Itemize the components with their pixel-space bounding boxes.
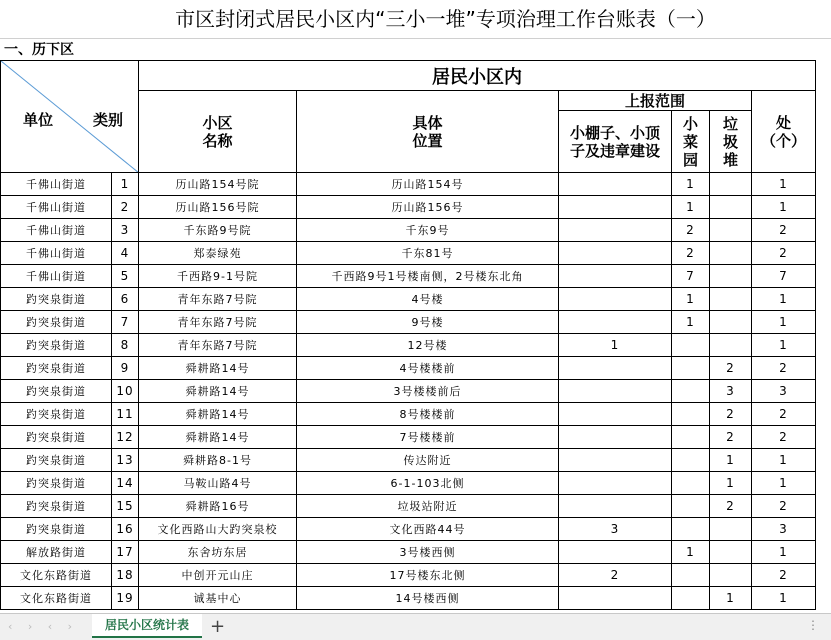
- cell-number[interactable]: 1: [112, 173, 139, 196]
- cell-shed[interactable]: [559, 541, 672, 564]
- cell-number[interactable]: 17: [112, 541, 139, 564]
- header-shed[interactable]: 小棚子、小顶 子及违章建设: [559, 111, 672, 173]
- cell-total[interactable]: 1: [752, 173, 816, 196]
- cell-street[interactable]: 趵突泉街道: [1, 334, 112, 357]
- cell-shed[interactable]: 3: [559, 518, 672, 541]
- table-row: [1, 518, 816, 541]
- cell-location[interactable]: 历山路154号: [297, 173, 559, 196]
- cell-garden[interactable]: 1: [672, 541, 710, 564]
- cell-number[interactable]: 13: [112, 449, 139, 472]
- header-group[interactable]: 居民小区内: [139, 61, 816, 91]
- cell-total[interactable]: 1: [752, 311, 816, 334]
- cell-total[interactable]: 3: [752, 518, 816, 541]
- cell-garden[interactable]: 2: [672, 242, 710, 265]
- cell-shed[interactable]: [559, 426, 672, 449]
- cell-shed[interactable]: [559, 403, 672, 426]
- cell-shed[interactable]: [559, 288, 672, 311]
- table-row: [1, 449, 816, 472]
- cell-location[interactable]: 17号楼东北侧: [297, 564, 559, 587]
- cell-garden[interactable]: [672, 357, 710, 380]
- cell-number[interactable]: 11: [112, 403, 139, 426]
- cell-street[interactable]: 文化东路街道: [1, 587, 112, 610]
- cell-garbage[interactable]: [710, 288, 752, 311]
- table-row: [1, 587, 816, 610]
- table-row: [1, 357, 816, 380]
- divider: [0, 38, 831, 39]
- table-row: [1, 380, 816, 403]
- cell-name[interactable]: 舜耕路14号: [139, 403, 297, 426]
- cell-garden[interactable]: 1: [672, 288, 710, 311]
- cell-name[interactable]: 千西路9-1号院: [139, 265, 297, 288]
- table-row: [1, 242, 816, 265]
- cell-garbage[interactable]: [710, 334, 752, 357]
- cell-location[interactable]: 千西路9号1号楼南侧，2号楼东北角: [297, 265, 559, 288]
- cell-number[interactable]: 10: [112, 380, 139, 403]
- cell-number[interactable]: 12: [112, 426, 139, 449]
- cell-street[interactable]: 文化东路街道: [1, 564, 112, 587]
- cell-total[interactable]: 1: [752, 587, 816, 610]
- header-scope[interactable]: 上报范围: [559, 91, 752, 111]
- cell-garden[interactable]: [672, 380, 710, 403]
- cell-garbage[interactable]: [710, 518, 752, 541]
- cell-location[interactable]: 3号楼楼前后: [297, 380, 559, 403]
- cell-name[interactable]: 诚基中心: [139, 587, 297, 610]
- cell-shed[interactable]: [559, 219, 672, 242]
- cell-shed[interactable]: [559, 265, 672, 288]
- cell-garden[interactable]: [672, 334, 710, 357]
- cell-shed[interactable]: [559, 380, 672, 403]
- cell-total[interactable]: 1: [752, 334, 816, 357]
- cell-name[interactable]: 青年东路7号院: [139, 288, 297, 311]
- cell-location[interactable]: 4号楼楼前: [297, 357, 559, 380]
- cell-garden[interactable]: [672, 495, 710, 518]
- cell-street[interactable]: 趵突泉街道: [1, 472, 112, 495]
- cell-total[interactable]: 2: [752, 564, 816, 587]
- cell-street[interactable]: 千佛山街道: [1, 242, 112, 265]
- cell-name[interactable]: 青年东路7号院: [139, 311, 297, 334]
- add-sheet-icon[interactable]: +: [210, 616, 226, 637]
- cell-street[interactable]: 趵突泉街道: [1, 311, 112, 334]
- cell-street[interactable]: 趵突泉街道: [1, 357, 112, 380]
- more-options-icon[interactable]: ⋮: [807, 618, 819, 632]
- cell-street[interactable]: 千佛山街道: [1, 219, 112, 242]
- header-location[interactable]: 具体 位置: [297, 91, 559, 173]
- cell-number[interactable]: 14: [112, 472, 139, 495]
- cell-name[interactable]: 文化西路山大趵突泉校: [139, 518, 297, 541]
- cell-number[interactable]: 6: [112, 288, 139, 311]
- cell-name[interactable]: 历山路154号院: [139, 173, 297, 196]
- cell-name[interactable]: 千东路9号院: [139, 219, 297, 242]
- cell-name[interactable]: 青年东路7号院: [139, 334, 297, 357]
- table-row: [1, 495, 816, 518]
- cell-total[interactable]: 2: [752, 495, 816, 518]
- cell-number[interactable]: 4: [112, 242, 139, 265]
- cell-garbage[interactable]: [710, 564, 752, 587]
- cell-street[interactable]: 趵突泉街道: [1, 449, 112, 472]
- cell-street[interactable]: 趵突泉街道: [1, 495, 112, 518]
- cell-street[interactable]: 趵突泉街道: [1, 426, 112, 449]
- cell-number[interactable]: 3: [112, 219, 139, 242]
- table-row: [1, 403, 816, 426]
- cell-garden[interactable]: [672, 449, 710, 472]
- cell-garden[interactable]: 7: [672, 265, 710, 288]
- cell-street[interactable]: 趵突泉街道: [1, 380, 112, 403]
- cell-location[interactable]: 4号楼: [297, 288, 559, 311]
- cell-number[interactable]: 16: [112, 518, 139, 541]
- cell-number[interactable]: 5: [112, 265, 139, 288]
- spreadsheet-grid[interactable]: [0, 60, 831, 613]
- cell-garbage[interactable]: 2: [710, 403, 752, 426]
- sheet-title: 市区封闭式居民小区内“三小一堆”专项治理工作台账表（一）: [175, 7, 716, 31]
- ledger-table: [0, 60, 816, 610]
- table-row: [1, 265, 816, 288]
- cell-garden[interactable]: [672, 403, 710, 426]
- cell-street[interactable]: 千佛山街道: [1, 196, 112, 219]
- table-row: [1, 311, 816, 334]
- cell-name[interactable]: 舜耕路16号: [139, 495, 297, 518]
- cell-garbage[interactable]: 2: [710, 426, 752, 449]
- cell-shed[interactable]: [559, 311, 672, 334]
- table-row: [1, 426, 816, 449]
- cell-number[interactable]: 15: [112, 495, 139, 518]
- cell-number[interactable]: 7: [112, 311, 139, 334]
- cell-location[interactable]: 6-1-103北侧: [297, 472, 559, 495]
- cell-location[interactable]: 8号楼楼前: [297, 403, 559, 426]
- cell-street[interactable]: 趵突泉街道: [1, 518, 112, 541]
- cell-garbage[interactable]: [710, 311, 752, 334]
- cell-garden[interactable]: [672, 564, 710, 587]
- cell-garbage[interactable]: 2: [710, 495, 752, 518]
- cell-garden[interactable]: 1: [672, 173, 710, 196]
- cell-location[interactable]: 传达附近: [297, 449, 559, 472]
- table-row: [1, 219, 816, 242]
- cell-shed[interactable]: [559, 587, 672, 610]
- cell-name[interactable]: 舜耕路14号: [139, 380, 297, 403]
- cell-location[interactable]: 14号楼西侧: [297, 587, 559, 610]
- cell-garbage[interactable]: [710, 196, 752, 219]
- table-row: [1, 196, 816, 219]
- cell-location[interactable]: 千东9号: [297, 219, 559, 242]
- cell-garden[interactable]: [672, 518, 710, 541]
- cell-garbage[interactable]: 1: [710, 472, 752, 495]
- cell-total[interactable]: 3: [752, 380, 816, 403]
- cell-street[interactable]: 趵突泉街道: [1, 403, 112, 426]
- cell-total[interactable]: 1: [752, 541, 816, 564]
- cell-total[interactable]: 1: [752, 288, 816, 311]
- cell-location[interactable]: 文化西路44号: [297, 518, 559, 541]
- table-row: [1, 173, 816, 196]
- cell-shed[interactable]: [559, 173, 672, 196]
- cell-location[interactable]: 3号楼西侧: [297, 541, 559, 564]
- cell-shed[interactable]: [559, 472, 672, 495]
- cell-total[interactable]: 1: [752, 472, 816, 495]
- cell-name[interactable]: 东舍坊东居: [139, 541, 297, 564]
- cell-garbage[interactable]: 1: [710, 449, 752, 472]
- table-row: [1, 288, 816, 311]
- cell-total[interactable]: 1: [752, 449, 816, 472]
- cell-total[interactable]: 2: [752, 426, 816, 449]
- cell-shed[interactable]: [559, 495, 672, 518]
- header-garden[interactable]: 小 菜 园: [672, 111, 710, 173]
- cell-name[interactable]: 历山路156号院: [139, 196, 297, 219]
- cell-garbage[interactable]: [710, 265, 752, 288]
- header-name[interactable]: 小区 名称: [139, 91, 297, 173]
- cell-garbage[interactable]: 2: [710, 357, 752, 380]
- cell-location[interactable]: 垃圾站附近: [297, 495, 559, 518]
- cell-number[interactable]: 8: [112, 334, 139, 357]
- cell-street[interactable]: 解放路街道: [1, 541, 112, 564]
- cell-total[interactable]: 2: [752, 403, 816, 426]
- cell-number[interactable]: 19: [112, 587, 139, 610]
- cell-garbage[interactable]: [710, 173, 752, 196]
- table-row: [1, 541, 816, 564]
- cell-name[interactable]: 舜耕路14号: [139, 426, 297, 449]
- cell-name[interactable]: 马鞍山路4号: [139, 472, 297, 495]
- cell-garden[interactable]: [672, 587, 710, 610]
- cell-garbage[interactable]: [710, 242, 752, 265]
- cell-shed[interactable]: [559, 196, 672, 219]
- cell-name[interactable]: 舜耕路8-1号: [139, 449, 297, 472]
- cell-garbage[interactable]: 1: [710, 587, 752, 610]
- header-unit: 单位: [23, 111, 54, 129]
- cell-name[interactable]: 郑泰绿苑: [139, 242, 297, 265]
- table-row: [1, 334, 816, 357]
- cell-total[interactable]: 2: [752, 357, 816, 380]
- cell-shed[interactable]: [559, 242, 672, 265]
- cell-garbage[interactable]: 3: [710, 380, 752, 403]
- cell-garbage[interactable]: [710, 541, 752, 564]
- cell-name[interactable]: 舜耕路14号: [139, 357, 297, 380]
- cell-garden[interactable]: 2: [672, 219, 710, 242]
- cell-total[interactable]: 1: [752, 196, 816, 219]
- cell-shed[interactable]: [559, 449, 672, 472]
- cell-garden[interactable]: 1: [672, 196, 710, 219]
- sheet-nav-arrows-icon[interactable]: ‹ › ‹ ›: [8, 620, 79, 633]
- cell-garden[interactable]: 1: [672, 311, 710, 334]
- cell-name[interactable]: 中创开元山庄: [139, 564, 297, 587]
- cell-location[interactable]: 历山路156号: [297, 196, 559, 219]
- cell-garden[interactable]: [672, 472, 710, 495]
- cell-location[interactable]: 千东81号: [297, 242, 559, 265]
- cell-location[interactable]: 7号楼楼前: [297, 426, 559, 449]
- sheet-tabbar: [0, 613, 831, 640]
- header-total[interactable]: 处 （个）: [752, 91, 816, 173]
- cell-location[interactable]: 12号楼: [297, 334, 559, 357]
- cell-shed[interactable]: [559, 357, 672, 380]
- cell-number[interactable]: 18: [112, 564, 139, 587]
- cell-number[interactable]: 9: [112, 357, 139, 380]
- cell-garden[interactable]: [672, 426, 710, 449]
- cell-number[interactable]: 2: [112, 196, 139, 219]
- cell-total[interactable]: 2: [752, 219, 816, 242]
- header-garbage[interactable]: 垃 圾 堆: [710, 111, 752, 173]
- table-row: [1, 472, 816, 495]
- cell-street[interactable]: 千佛山街道: [1, 173, 112, 196]
- cell-location[interactable]: 9号楼: [297, 311, 559, 334]
- cell-total[interactable]: 7: [752, 265, 816, 288]
- cell-street[interactable]: 趵突泉街道: [1, 288, 112, 311]
- cell-street[interactable]: 千佛山街道: [1, 265, 112, 288]
- cell-garbage[interactable]: [710, 219, 752, 242]
- cell-shed[interactable]: 2: [559, 564, 672, 587]
- section-label: 一、历下区: [4, 42, 74, 58]
- sheet-tab-active[interactable]: 居民小区统计表: [92, 614, 202, 638]
- header-category: 类别: [93, 111, 124, 129]
- header-unit-category[interactable]: [1, 61, 139, 173]
- cell-total[interactable]: 2: [752, 242, 816, 265]
- table-row: [1, 564, 816, 587]
- cell-shed[interactable]: 1: [559, 334, 672, 357]
